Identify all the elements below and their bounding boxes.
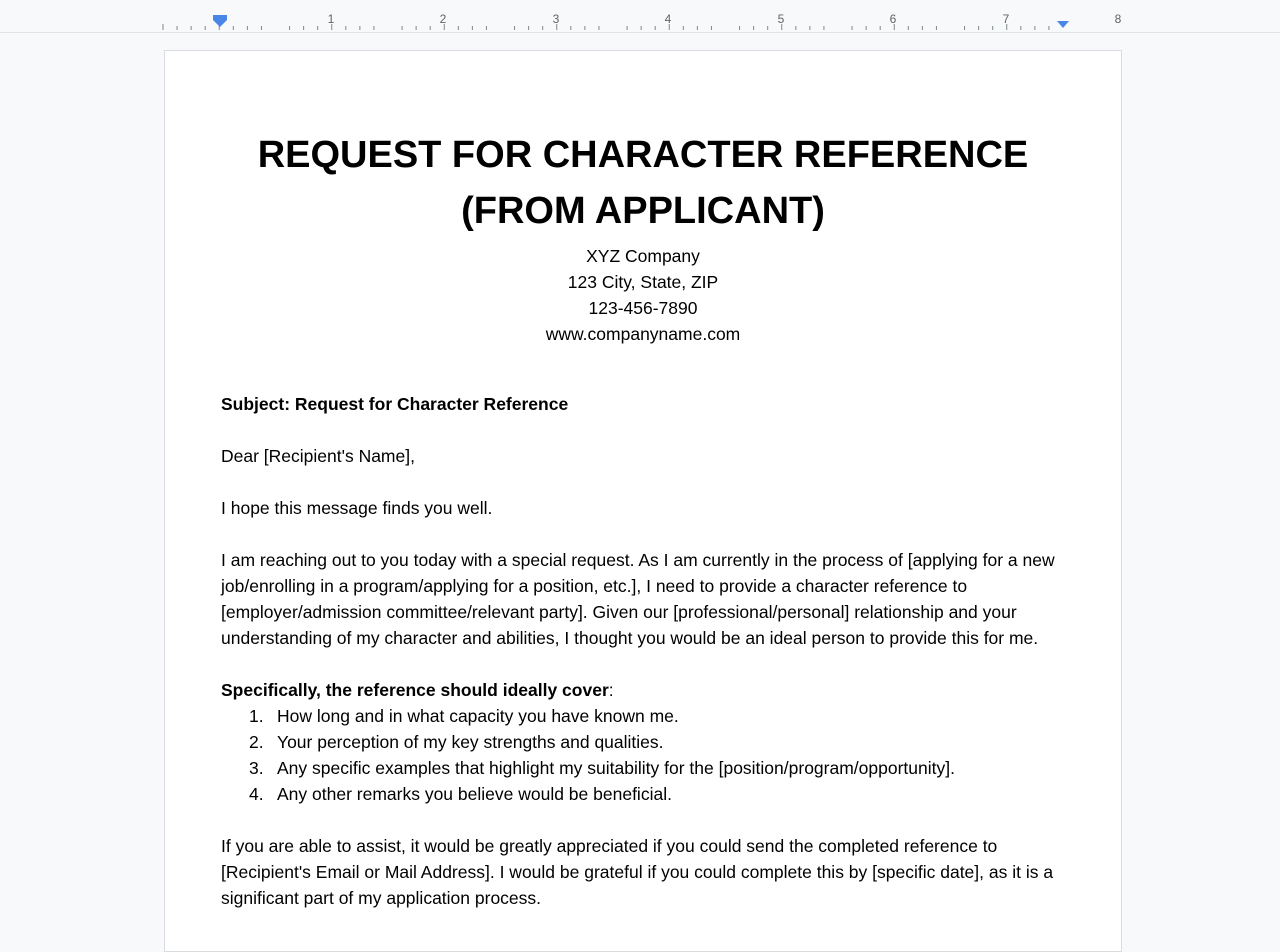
list-item <box>221 703 1065 729</box>
list-text: Any specific examples that highlight my suitability for the [position/program/opportunity]. <box>277 758 955 778</box>
list-item <box>221 729 1065 755</box>
ruler-number: 2 <box>439 12 447 26</box>
ruler-number: 4 <box>664 12 672 26</box>
list-intro-bold: Specifically, the reference should ideally cover <box>221 680 609 700</box>
first-line-indent-marker-icon[interactable] <box>213 15 227 18</box>
list-number: 1. <box>249 706 264 726</box>
ruler-number: 5 <box>777 12 785 26</box>
ruler-number: 7 <box>1002 12 1010 26</box>
subject-line: Subject: Request for Character Reference <box>221 394 569 414</box>
document-page[interactable] <box>164 50 1122 952</box>
list-number: 3. <box>249 758 264 778</box>
list-text: Any other remarks you believe would be beneficial. <box>277 784 672 804</box>
ruler-number: 3 <box>552 12 560 26</box>
document-body[interactable] <box>221 127 1065 911</box>
document-title <box>221 127 1065 239</box>
list-item <box>221 781 1065 807</box>
company-phone: 123-456-7890 <box>588 298 698 318</box>
ruler-number: 8 <box>1114 12 1122 26</box>
company-name: XYZ Company <box>586 246 700 266</box>
greeting: Dear [Recipient's Name], <box>221 446 415 466</box>
list-number: 4. <box>249 784 264 804</box>
title-line-2: (FROM APPLICANT) <box>461 190 825 232</box>
list-text: How long and in what capacity you have known me. <box>277 706 679 726</box>
title-line-1: REQUEST FOR CHARACTER REFERENCE <box>257 134 1029 176</box>
list-intro-tail: : <box>608 680 614 700</box>
list-text: Your perception of my key strengths and qualities. <box>277 732 664 752</box>
ruler-ticks <box>0 0 1280 32</box>
closing-paragraph: If you are able to assist, it would be greatly appreciated if you could send the completed reference to [Recipient's Email or Mail Address]. I would be grateful if you could complete this by [specific date], as it is a significant part of my application process. <box>221 836 1054 908</box>
list-item <box>221 755 1065 781</box>
horizontal-ruler[interactable] <box>0 0 1280 33</box>
list-number: 2. <box>249 732 264 752</box>
company-block <box>221 243 1065 347</box>
opening-line: I hope this message finds you well. <box>221 498 493 518</box>
company-address: 123 City, State, ZIP <box>567 272 719 292</box>
right-indent-marker-icon[interactable] <box>1057 21 1069 28</box>
numbered-list <box>221 703 1065 807</box>
company-website: www.companyname.com <box>545 324 741 344</box>
ruler-number: 6 <box>889 12 897 26</box>
list-intro <box>221 677 1065 703</box>
ruler-number: 1 <box>327 12 335 26</box>
body-paragraph: I am reaching out to you today with a special request. As I am currently in the process of [applying for a new job/enrolling in a program/applying for a position, etc.], I need to provide a character reference to [employer/admission committee/relevant party]. Given our [professional/personal] relationship and your understanding of my character and abilities, I thought you would be an ideal person to provide this for me. <box>221 550 1055 648</box>
